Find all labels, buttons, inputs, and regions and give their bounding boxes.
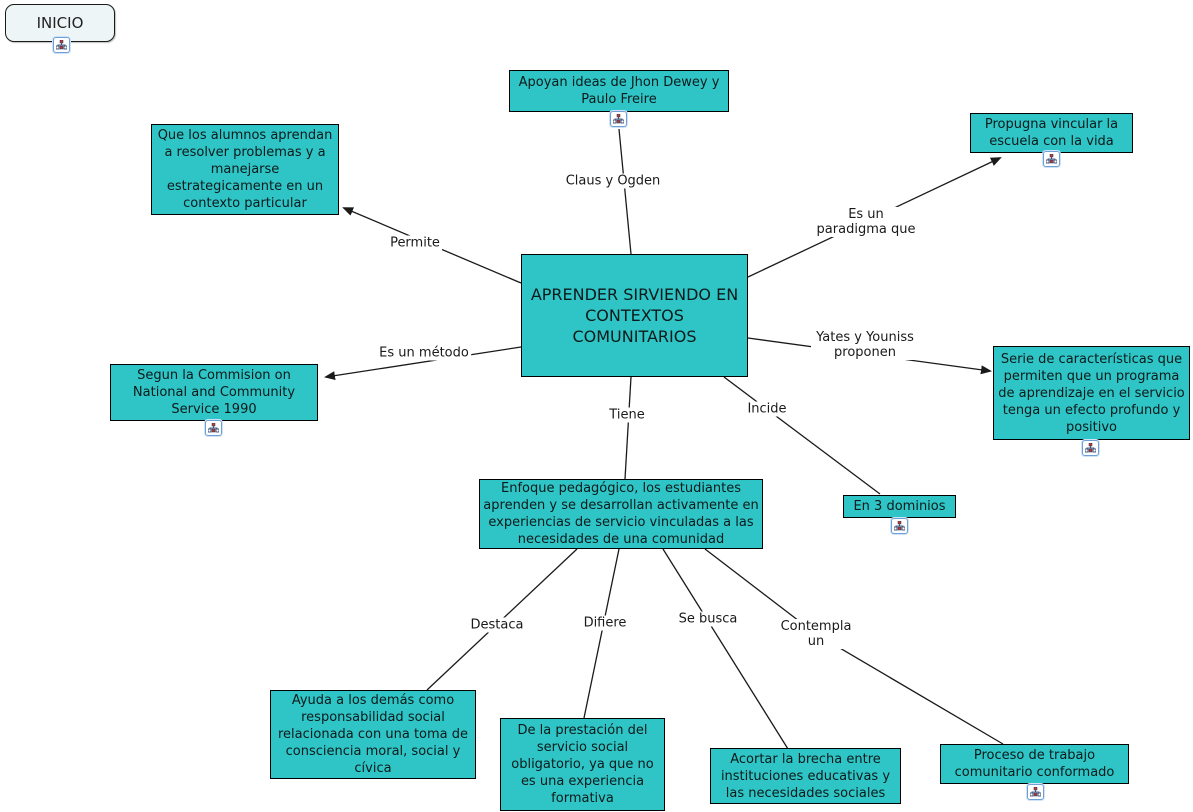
node-central-text: APRENDER SIRVIENDO EN CONTEXTOS COMUNITARIOS [530, 285, 739, 346]
node-apoyan-ideas-text: Apoyan ideas de Jhon Dewey y Paulo Freire [518, 75, 720, 107]
node-de-la-prestacion[interactable] [500, 718, 665, 811]
node-en-3-dominios[interactable] [843, 495, 956, 518]
connector-tiene [625, 377, 631, 479]
link-label-se-busca[interactable]: Se busca [678, 611, 738, 627]
node-en-3-dominios-text: En 3 dominios [853, 499, 946, 514]
connector-incide [724, 377, 880, 494]
connector-sebusca [663, 549, 788, 749]
node-acortar-brecha-text: Acortar la brecha entre instituciones educativas y las necesidades sociales [720, 751, 891, 801]
concept-map-icon[interactable] [1082, 440, 1099, 456]
node-central[interactable] [521, 254, 748, 377]
node-proceso-trabajo-text: Proceso de trabajo comunitario conformado [954, 748, 1115, 780]
link-label-incide[interactable]: Incide [747, 401, 787, 417]
node-serie-caracteristicas-text: Serie de características que permiten que un programa de aprendizaje en el servicio tenga un efecto profundo y positivo [998, 351, 1185, 435]
node-propugna-vincular-text: Propugna vincular la escuela con la vida [984, 117, 1119, 149]
connector-difiere [584, 549, 619, 718]
node-enfoque-pedagogico[interactable] [479, 479, 763, 549]
link-label-claus-y-ogden[interactable]: Claus y Ogden [565, 173, 661, 189]
node-acortar-brecha[interactable] [710, 748, 901, 804]
concept-map-icon[interactable] [205, 420, 222, 436]
node-que-los-alumnos[interactable] [151, 124, 339, 215]
link-label-destaca[interactable]: Destaca [470, 617, 524, 633]
node-proceso-trabajo[interactable] [940, 744, 1129, 784]
concept-map-icon[interactable] [1027, 784, 1044, 800]
node-apoyan-ideas[interactable] [509, 70, 729, 112]
node-de-la-prestacion-text: De la prestación del servicio social obligatorio, ya que no es una experiencia formativa [511, 723, 654, 806]
node-segun-commision-text: Segun la Commision on National and Community Service 1990 [132, 368, 296, 417]
concept-map-icon[interactable] [53, 37, 70, 53]
concept-map-icon[interactable] [610, 111, 627, 127]
link-label-difiere[interactable]: Difiere [583, 615, 627, 631]
node-serie-caracteristicas[interactable] [993, 346, 1190, 440]
inicio-label: INICIO [36, 14, 84, 32]
node-que-los-alumnos-text: Que los alumnos aprendan a resolver problemas y a manejarse estrategicamente en un contexto particular [157, 128, 333, 211]
link-label-yates-y-youniss[interactable]: Yates y Youniss proponen [811, 330, 919, 360]
link-label-permite[interactable]: Permite [390, 235, 440, 251]
concept-map-icon[interactable] [891, 518, 908, 534]
node-enfoque-pedagogico-text: Enfoque pedagógico, los estudiantes aprenden y se desarrollan activamente en experiencias de servicio vinculadas a las necesidades de una comunidad [483, 481, 759, 547]
node-ayuda-a-los-demas-text: Ayuda a los demás como responsabilidad social relacionada con una toma de consciencia moral, social y cívica [277, 693, 469, 776]
link-label-es-un-paradigma-que[interactable]: Es un paradigma que [810, 207, 922, 237]
link-label-es-un-metodo[interactable]: Es un método [379, 345, 469, 361]
node-ayuda-a-los-demas[interactable] [270, 690, 476, 779]
node-segun-commision[interactable] [110, 364, 318, 421]
link-label-tiene[interactable]: Tiene [609, 407, 645, 423]
link-label-contempla-un[interactable]: Contempla un [774, 619, 858, 649]
connector-claus [619, 129, 631, 254]
concept-map-icon[interactable] [1043, 151, 1060, 167]
node-propugna-vincular[interactable] [970, 113, 1133, 153]
